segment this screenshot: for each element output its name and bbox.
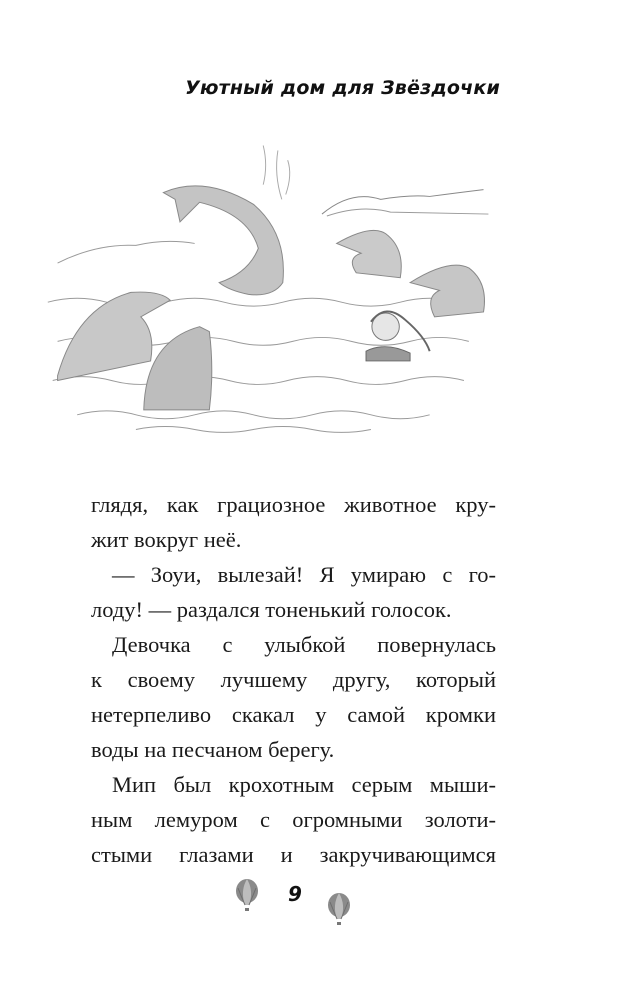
body-text — [91, 487, 496, 872]
text-line: Мип был крохотным серым мыши- — [112, 772, 496, 797]
text-line: — Зоуи, вылезай! Я умираю с го- — [112, 562, 496, 587]
text-line: Девочка с улыбкой повернулась — [112, 632, 496, 657]
text-line: стыми глазами и закручивающимся — [91, 842, 496, 867]
dolphins-illustration — [38, 135, 508, 440]
text-line: нетерпеливо скакал у самой кромки — [91, 702, 496, 727]
page-number: 9 — [288, 882, 302, 906]
text-line: лоду! — раздался тоненький голосок. — [91, 597, 452, 622]
page-footer — [0, 872, 619, 932]
dolphins-illustration-icon — [38, 135, 508, 440]
text-line: ным лемуром с огромными золоти- — [91, 807, 496, 832]
hot-air-balloon-icon — [326, 892, 352, 928]
text-line: к своему лучшему другу, который — [91, 667, 496, 692]
text-line: воды на песчаном берегу. — [91, 737, 335, 762]
text-line: жит вокруг неё. — [91, 527, 242, 552]
running-head-title: Уютный дом для Звёздочки — [185, 77, 500, 99]
hot-air-balloon-icon — [234, 878, 260, 914]
text-line: глядя, как грациозное животное кру- — [91, 492, 496, 517]
